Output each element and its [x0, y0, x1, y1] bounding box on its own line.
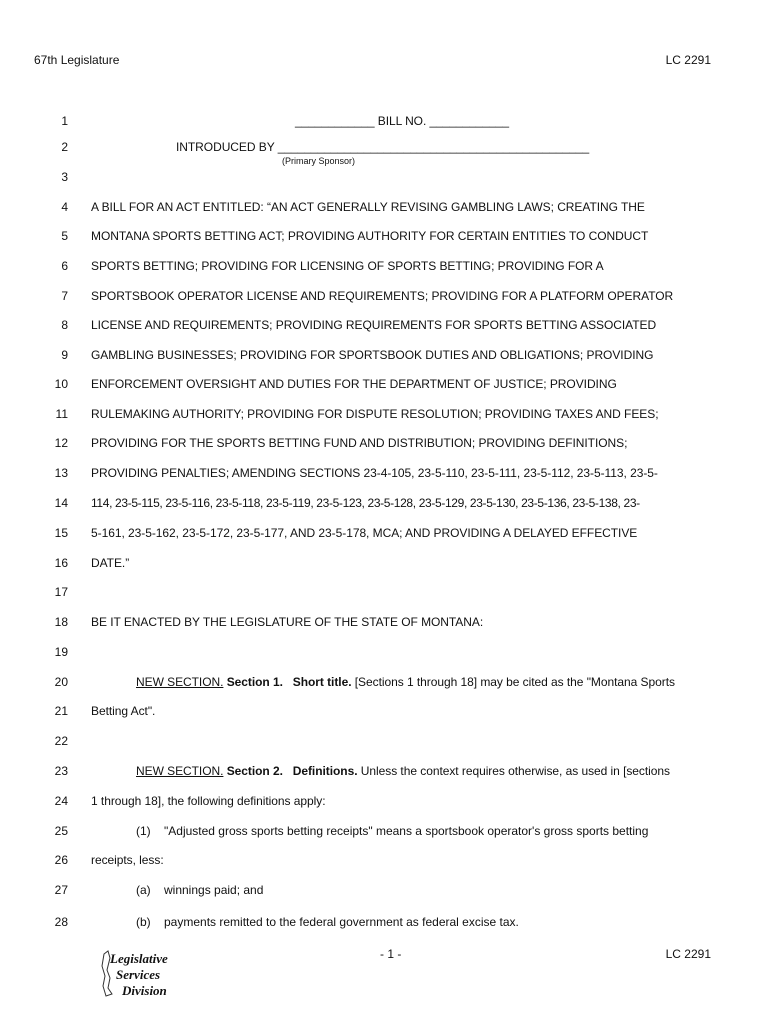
line-25: [0, 821, 770, 841]
section-body: [Sections 1 through 18] may be cited as the "Montana Sports: [351, 675, 675, 689]
lc-number-header: LC 2291: [665, 53, 711, 67]
line-number: 24: [54, 794, 68, 808]
line-4: [0, 197, 770, 217]
section-2-continuation: 1 through 18], the following definitions apply:: [91, 794, 326, 808]
section-2-text: [136, 761, 716, 781]
subitem-text: payments remitted to the federal government as federal excise tax.: [164, 915, 519, 929]
line-number: 12: [54, 436, 68, 450]
line-28: [0, 912, 770, 932]
title-text: PROVIDING FOR THE SPORTS BETTING FUND AND DISTRIBUTION; PROVIDING DEFINITIONS;: [91, 436, 628, 450]
line-27: [0, 880, 770, 900]
line-number: 28: [54, 915, 68, 929]
line-1: [0, 111, 770, 131]
definition-text: "Adjusted gross sports betting receipts" means a sportsbook operator's gross sports betting: [164, 824, 649, 838]
subitem-label: (b): [136, 915, 151, 929]
line-2: [0, 137, 770, 157]
line-number: 23: [54, 764, 68, 778]
title-text: PROVIDING PENALTIES; AMENDING SECTIONS 23-4-105, 23-5-110, 23-5-111, 23-5-112, 23-5-113, 23-5-: [91, 466, 658, 480]
legislature-header: 67th Legislature: [34, 53, 120, 67]
enacting-clause: BE IT ENACTED BY THE LEGISLATURE OF THE STATE OF MONTANA:: [91, 615, 484, 629]
section-label: Section 1.: [226, 675, 283, 689]
line-number: 9: [61, 348, 68, 362]
line-number: 17: [54, 585, 68, 599]
line-number: 13: [54, 466, 68, 480]
line-17: [0, 582, 770, 602]
line-14: [0, 493, 770, 513]
title-text: RULEMAKING AUTHORITY; PROVIDING FOR DISPUTE RESOLUTION; PROVIDING TAXES AND FEES;: [91, 407, 659, 421]
section-heading: Definitions.: [292, 764, 358, 778]
new-section-marker: NEW SECTION.: [136, 675, 224, 689]
definition-continuation: receipts, less:: [91, 853, 164, 867]
line-number: 4: [61, 200, 68, 214]
section-body: Unless the context requires otherwise, as used in [sections: [357, 764, 670, 778]
introduced-by-line: INTRODUCED BY _______________________________________________: [176, 140, 590, 154]
line-5: [0, 226, 770, 246]
line-13: [0, 463, 770, 483]
line-number: 25: [54, 824, 68, 838]
line-23: [0, 761, 770, 781]
title-text: SPORTSBOOK OPERATOR LICENSE AND REQUIREMENTS; PROVIDING FOR A PLATFORM OPERATOR: [91, 289, 674, 303]
line-15: [0, 523, 770, 543]
line-number: 2: [61, 140, 68, 154]
title-text: ENFORCEMENT OVERSIGHT AND DUTIES FOR THE DEPARTMENT OF JUSTICE; PROVIDING: [91, 377, 617, 391]
line-9: [0, 345, 770, 365]
section-1-text: [136, 672, 716, 692]
line-number: 15: [54, 526, 68, 540]
subitem-label: (a): [136, 883, 151, 897]
line-10: [0, 374, 770, 394]
logo-line-1: Legislative: [110, 951, 168, 966]
section-label: Section 2.: [226, 764, 283, 778]
line-number: 8: [61, 318, 68, 332]
line-number: 14: [54, 496, 68, 510]
line-22: [0, 731, 770, 751]
line-7: [0, 286, 770, 306]
line-number: 11: [55, 407, 68, 421]
line-21: [0, 701, 770, 721]
line-19: [0, 642, 770, 662]
title-text: GAMBLING BUSINESSES; PROVIDING FOR SPORTSBOOK DUTIES AND OBLIGATIONS; PROVIDING: [91, 348, 654, 362]
line-18: [0, 612, 770, 632]
bill-number-line: ____________ BILL NO. ____________: [294, 114, 510, 128]
line-6: [0, 256, 770, 276]
new-section-marker: NEW SECTION.: [136, 764, 224, 778]
line-24: [0, 791, 770, 811]
primary-sponsor-caption: (Primary Sponsor): [282, 156, 356, 166]
title-text: DATE.”: [91, 556, 130, 570]
logo-line-3: Division: [122, 983, 167, 998]
title-text: LICENSE AND REQUIREMENTS; PROVIDING REQUIREMENTS FOR SPORTS BETTING ASSOCIATED: [91, 318, 657, 332]
line-number: 21: [54, 704, 68, 718]
line-number: 19: [54, 645, 68, 659]
line-number: 5: [61, 229, 68, 243]
line-number: 6: [61, 259, 68, 273]
line-number: 18: [54, 615, 68, 629]
legislative-services-division-logo: [98, 948, 198, 1000]
line-3: [0, 167, 770, 187]
line-12: [0, 433, 770, 453]
logo-line-2: Services: [116, 967, 161, 982]
line-number: 20: [54, 675, 68, 689]
line-number: 16: [54, 556, 68, 570]
line-number: 22: [54, 734, 68, 748]
title-text: A BILL FOR AN ACT ENTITLED: “AN ACT GENERALLY REVISING GAMBLING LAWS; CREATING THE: [91, 200, 645, 214]
line-number: 1: [61, 114, 68, 128]
section-1-continuation: Betting Act".: [91, 704, 156, 718]
line-number: 10: [54, 377, 68, 391]
line-26: [0, 850, 770, 870]
title-text: 114, 23-5-115, 23-5-116, 23-5-118, 23-5-119, 23-5-123, 23-5-128, 23-5-129, 23-5-130, 23-5-136, 23-5-138, 23-: [91, 496, 640, 510]
line-number: 27: [54, 883, 68, 897]
subitem-text: winnings paid; and: [164, 883, 264, 897]
line-number: 7: [61, 289, 68, 303]
line-8: [0, 315, 770, 335]
section-heading: Short title.: [292, 675, 352, 689]
title-text: SPORTS BETTING; PROVIDING FOR LICENSING OF SPORTS BETTING; PROVIDING FOR A: [91, 259, 604, 273]
line-16: [0, 553, 770, 573]
line-number: 3: [61, 170, 68, 184]
lc-number-footer: LC 2291: [665, 947, 711, 961]
definition-label: (1): [136, 824, 151, 838]
page-number: - 1 -: [380, 947, 402, 961]
line-number: 26: [54, 853, 68, 867]
title-text: 5-161, 23-5-162, 23-5-172, 23-5-177, AND 23-5-178, MCA; AND PROVIDING A DELAYED EFFECTIVE: [91, 526, 638, 540]
line-11: [0, 404, 770, 424]
title-text: MONTANA SPORTS BETTING ACT; PROVIDING AUTHORITY FOR CERTAIN ENTITIES TO CONDUCT: [91, 229, 649, 243]
line-20: [0, 672, 770, 692]
